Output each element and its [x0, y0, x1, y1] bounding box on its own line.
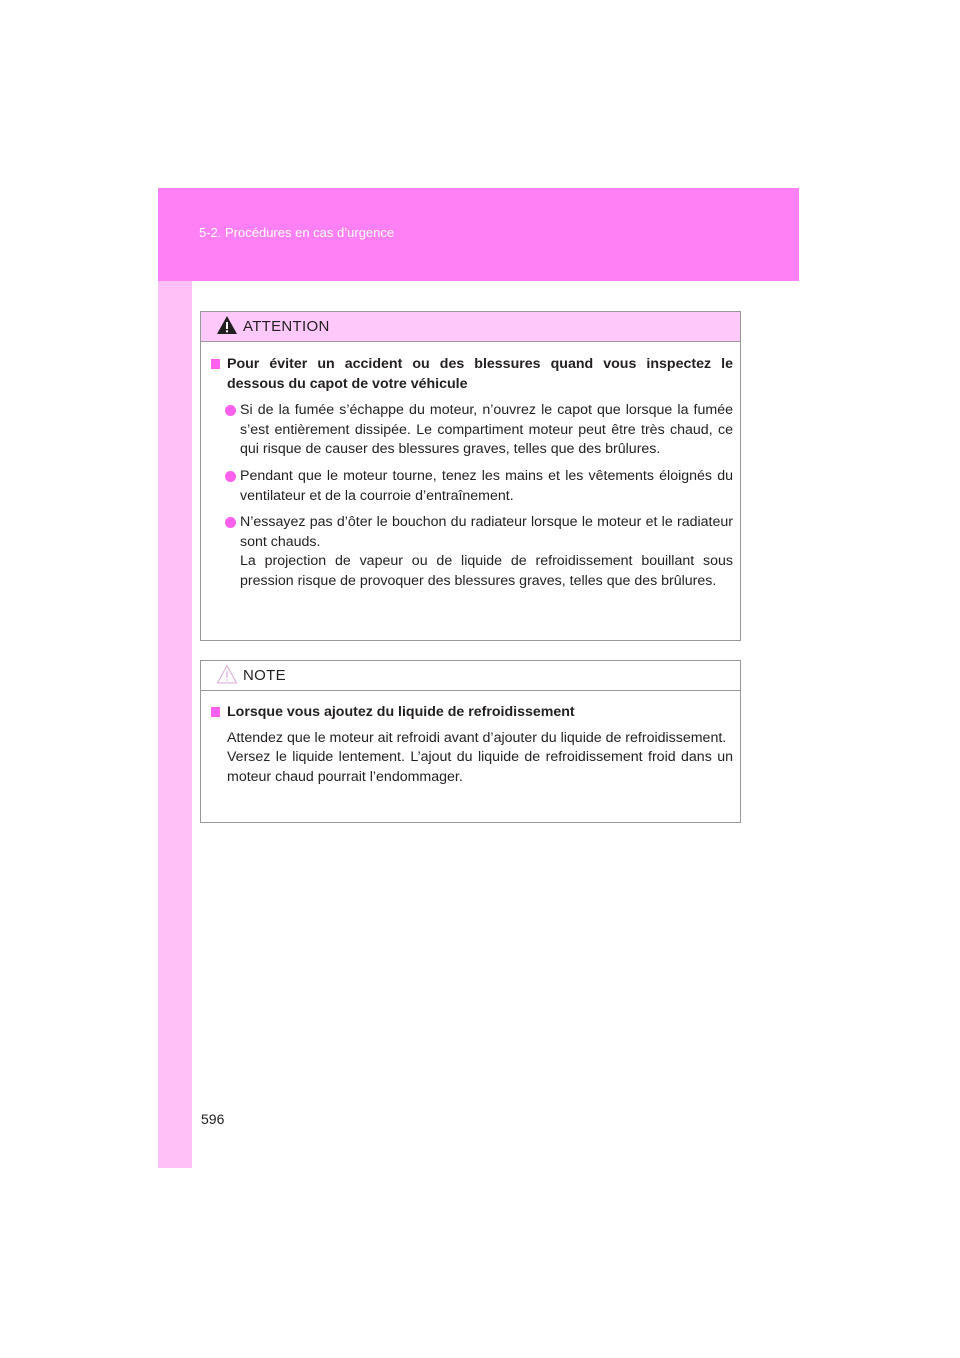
circle-bullet-icon	[225, 517, 236, 528]
note-paragraph-line: Attendez que le moteur ait refroidi avant d’ajouter du liquide de refroidissement.	[227, 729, 727, 746]
page-number: 596	[201, 1111, 225, 1127]
side-strip	[158, 188, 192, 1168]
circle-bullet-icon	[225, 405, 236, 416]
list-item	[209, 467, 733, 506]
list-item-continuation: La projection de vapeur ou de liquide de refroidissement bouillant sous pression risque de provoquer des blessures graves, telles que des brûlures.	[240, 553, 733, 589]
note-heading	[209, 703, 733, 723]
note-paragraph	[209, 729, 733, 788]
note-body	[201, 691, 740, 787]
note-heading-text: Lorsque vous ajoutez du liquide de refroidissement	[227, 704, 575, 720]
attention-header	[201, 312, 740, 342]
caution-outline-icon	[216, 664, 238, 684]
attention-body	[201, 342, 740, 592]
note-title: NOTE	[243, 667, 286, 684]
list-item-text: Pendant que le moteur tourne, tenez les mains et les vêtements éloignés du ventilateur et de la courroie d’entraînement.	[240, 467, 733, 504]
section-header: 5-2. Procédures en cas d’urgence	[199, 225, 395, 240]
list-item	[209, 401, 733, 460]
list-item-text: N’essayez pas d’ôter le bouchon du radiateur lorsque le moteur et le radiateur sont chauds.	[240, 514, 733, 550]
list-item	[209, 513, 733, 591]
note-header	[201, 661, 740, 691]
attention-title: ATTENTION	[243, 318, 330, 335]
attention-heading-text: Pour éviter un accident ou des blessures quand vous inspectez le dessous du capot de votre véhicule	[227, 356, 733, 392]
note-paragraph-line: Versez le liquide lentement. L’ajout du liquide de refroidissement froid dans un moteur chaud pourrait l’endommager.	[227, 749, 733, 785]
attention-heading	[209, 355, 733, 394]
list-item-text: Si de la fumée s’échappe du moteur, n’ouvrez le capot que lorsque la fumée s’est entièrement dissipée. Le compartiment moteur peut être très chaud, ce qui risque de causer des blessures graves, telles que des brûlures.	[240, 402, 733, 458]
square-bullet-icon	[211, 359, 220, 369]
warning-icon	[216, 315, 238, 335]
attention-box	[200, 311, 741, 641]
note-box	[200, 660, 741, 823]
circle-bullet-icon	[225, 471, 236, 482]
square-bullet-icon	[211, 707, 220, 717]
